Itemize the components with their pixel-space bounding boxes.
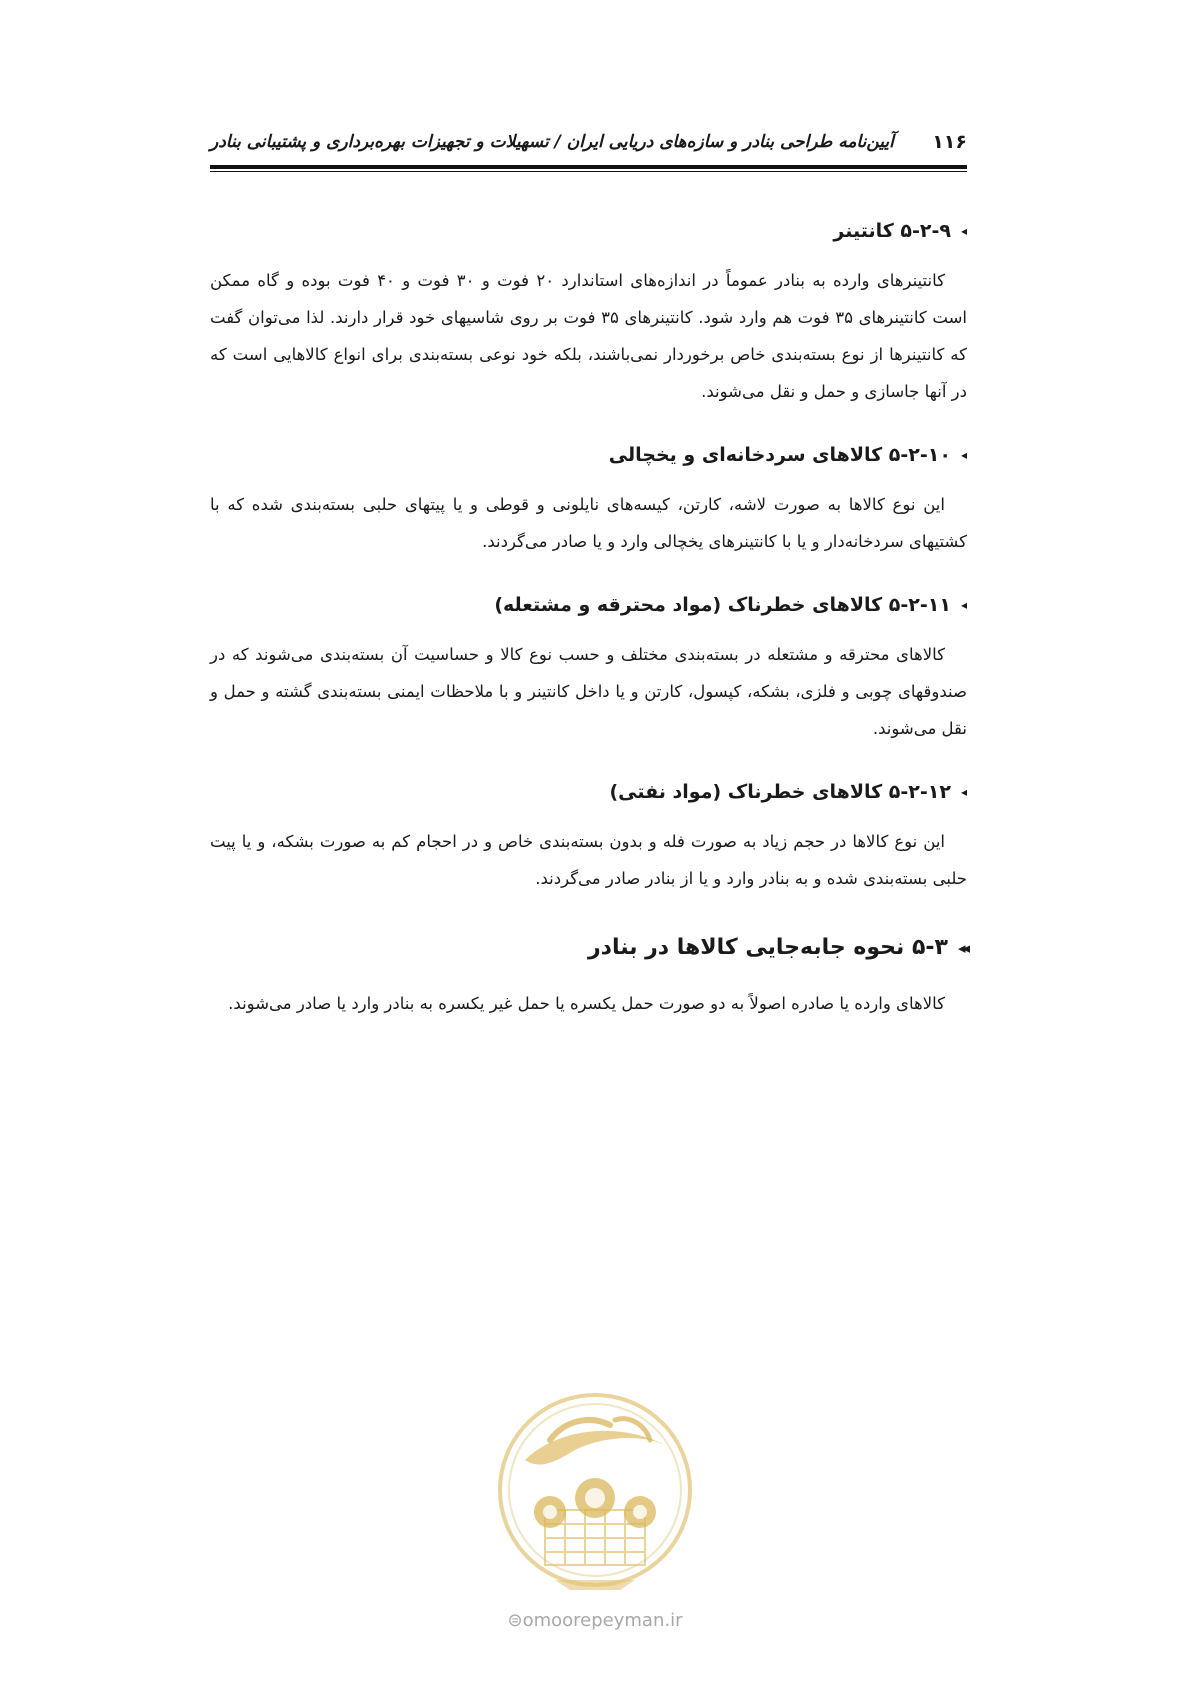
bullet-arrow-icon: ◂ — [960, 598, 967, 612]
section-heading — [210, 767, 967, 817]
section-paragraph: کالاهای محترقه و مشتعله در بسته‌بندی مختلف و حسب نوع کالا و حساسیت آن بسته‌بندی می‌شوند که در صندوقهای چوبی و فلزی، بشکه، کپسول، کارتن و یا داخل کانتینر و با ملاحظات ایمنی بسته‌بندی گشته و حمل و نقل می‌شوند. — [210, 645, 967, 738]
section-title: ۵-۳ نحوه جابه‌جایی کالاها در بنادر — [588, 935, 948, 960]
section-paragraph: این نوع کالاها به صورت لاشه، کارتن، کیسه‌های نایلونی و قوطی و یا پیتهای حلبی بسته‌بندی شده که با کشتیهای سردخانه‌دار و یا با کانتینرهای یخچالی وارد و یا صادر می‌گردند. — [210, 495, 967, 551]
section-paragraph: این نوع کالاها در حجم زیاد به صورت فله و بدون بسته‌بندی خاص و در احجام کم به صورت بشکه، و یا پیت حلبی بسته‌بندی شده و به بنادر وارد و یا از بنادر صادر می‌گردند. — [210, 832, 967, 888]
section-paragraph: کانتینرهای وارده به بنادر عموماً در اندازه‌های استاندارد ۲۰ فوت و ۳۰ فوت و ۴۰ فوت بوده و گاه ممکن است کانتینرهای ۳۵ فوت هم وارد شود. کانتینرهای ۳۵ فوت بر روی شاسیهای خود قرار دارند. لذا می‌توان گفت که کانتینرها از نوع بسته‌بندی خاص برخوردار نمی‌باشند، بلکه خود نوعی بسته‌بندی برای انواع کالاهایی است که در آنها جاسازی و حمل و نقل می‌شوند. — [210, 271, 967, 401]
page-number: ۱۱۶ — [932, 131, 967, 153]
copyright-icon: ⊜ — [507, 1610, 523, 1631]
header-rule-thin — [210, 171, 967, 172]
section-title: ۵-۲-۱۰ کالاهای سردخانه‌ای و یخچالی — [608, 444, 951, 466]
bullet-arrow-icon: ◂ — [960, 224, 967, 238]
bullet-arrow-icon: ◂ — [960, 448, 967, 462]
header-rule-thick — [210, 165, 967, 169]
section-heading — [210, 206, 967, 256]
running-title: آیین‌نامه طراحی بنادر و سازه‌های دریایی ایران / تسهیلات و تجهیزات بهره‌برداری و پشتیبانی بنادر — [210, 132, 894, 152]
section-title: ۵-۲-۱۱ کالاهای خطرناک (مواد محترقه و مشتعله) — [494, 594, 951, 616]
watermark-url-text: omoorepeyman.ir — [522, 1610, 683, 1631]
section-title: ۵-۲-۱۲ کالاهای خطرناک (مواد نفتی) — [609, 781, 951, 803]
section-title: ۵-۲-۹ کانتینر — [833, 220, 951, 242]
omoorepeyman-seal-logo-icon — [495, 1390, 695, 1605]
watermark-url — [0, 1610, 1190, 1631]
major-section-heading — [210, 917, 967, 979]
section-heading — [210, 430, 967, 480]
double-bullet-arrow-icon: ◂◂ — [957, 939, 967, 957]
main-content — [210, 206, 967, 1042]
bullet-arrow-icon: ◂ — [960, 785, 967, 799]
page-header — [210, 124, 967, 160]
section-paragraph: کالاهای وارده یا صادره اصولاً به دو صورت حمل یکسره یا حمل غیر یکسره به بنادر وارد یا صادر می‌شوند. — [228, 994, 945, 1013]
section-heading — [210, 580, 967, 630]
